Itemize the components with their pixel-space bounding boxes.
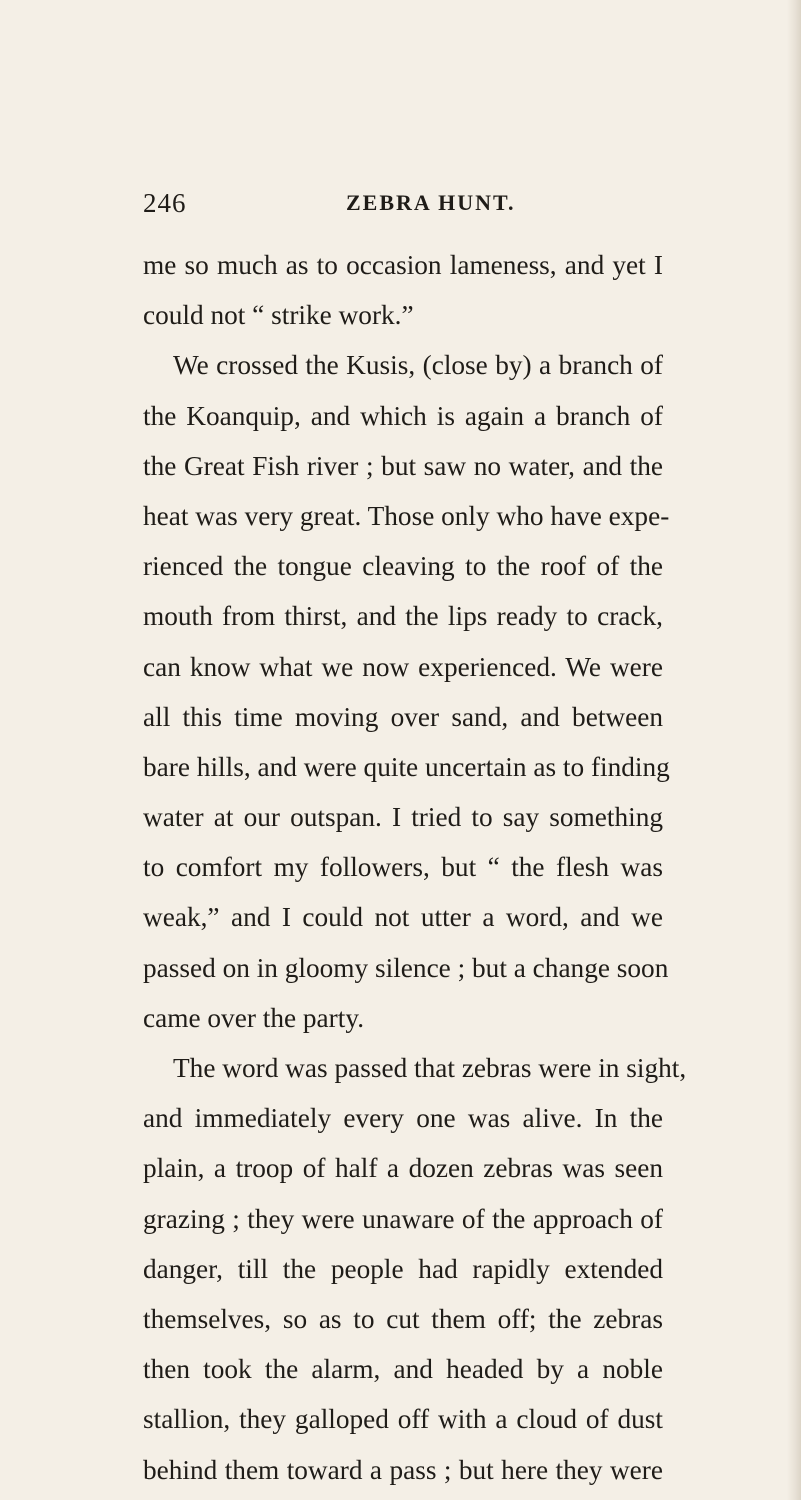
text-line: danger, till the people had rapidly extended — [143, 1253, 663, 1284]
text-line: themselves, so as to cut them off; the zebras — [143, 1303, 663, 1334]
text-line: and immediately every one was alive. In the — [143, 1103, 663, 1134]
text-line: We crossed the Kusis, (close by) a branch of — [173, 350, 663, 381]
text-line: me so much as to occasion lameness, and yet I — [143, 250, 663, 280]
running-head: ZEBRA HUNT. — [346, 190, 516, 215]
text-line: water at our outspan. I tried to say something — [143, 802, 663, 833]
text-line: weak,” and I could not utter a word, and we — [143, 902, 663, 933]
text-line: mouth from thirst, and the lips ready to crack, — [143, 601, 663, 632]
text-line: rienced the tongue cleaving to the roof of the — [143, 551, 663, 582]
text-line: then took the alarm, and headed by a noble — [143, 1354, 663, 1385]
text-line: can know what we now experienced. We were — [143, 651, 663, 682]
text-line: bare hills, and were quite uncertain as to finding — [143, 751, 670, 782]
text-line: stallion, they galloped off with a cloud of dust — [143, 1404, 663, 1435]
text-line: heat was very great. Those only who have expe- — [143, 500, 670, 531]
text-line: plain, a troop of half a dozen zebras was seen — [143, 1153, 663, 1184]
page-number: 246 — [143, 188, 187, 218]
text-line: all this time moving over sand, and between — [143, 701, 663, 732]
body-text — [143, 240, 687, 1495]
text-line: came over the party. — [143, 1002, 365, 1033]
text-line: could not “ strike work.” — [143, 300, 414, 331]
text-line: The word was passed that zebras were in sight, — [173, 1053, 687, 1083]
text-line: the Koanquip, and which is again a branch of — [143, 400, 663, 431]
text-line: behind them toward a pass ; but here they were — [143, 1454, 663, 1485]
page-header — [143, 188, 663, 228]
text-line: to comfort my followers, but “ the flesh was — [143, 852, 663, 883]
page-edge-shadow — [787, 0, 801, 1500]
text-line: grazing ; they were unaware of the approach of — [143, 1203, 663, 1234]
text-line: the Great Fish river ; but saw no water, and the — [143, 450, 663, 481]
text-line: passed on in gloomy silence ; but a change soon — [143, 952, 669, 983]
